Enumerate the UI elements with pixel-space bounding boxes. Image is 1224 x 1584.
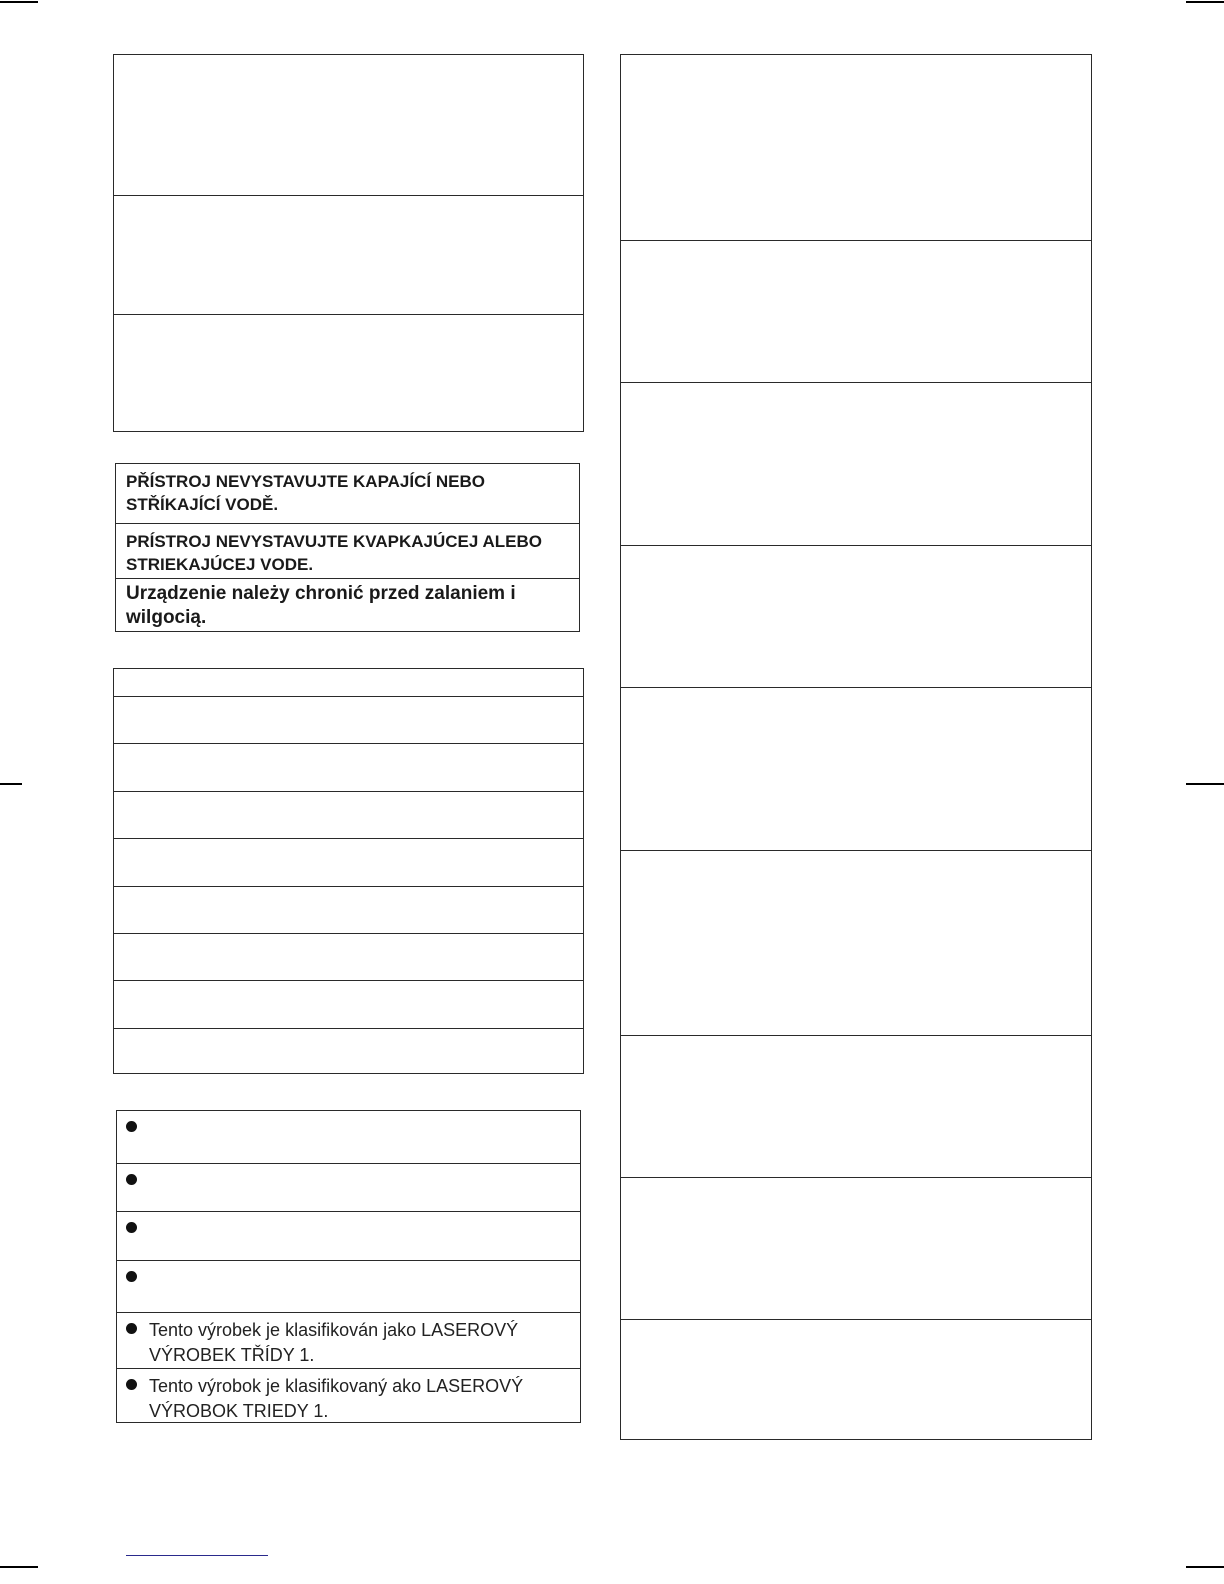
blank-header-row [114,669,583,696]
crop-mark-mid-right [1186,783,1224,785]
crop-mark-bottom-left [0,1566,38,1568]
bullet-icon [126,1222,137,1233]
bullet-icon [126,1121,137,1132]
blank-row [621,545,1091,687]
warning-row-pl [116,578,579,632]
blank-table-middle [113,668,584,1074]
bullet-row [117,1211,580,1260]
laser-notice-cs: Tento výrobek je klasifikován jako LASEROVÝ VÝROBEK TŘÍDY 1. [149,1320,519,1365]
blank-row [114,55,583,195]
crop-mark-top-right [1186,1,1224,3]
blank-row [621,55,1091,240]
blank-row [621,1177,1091,1319]
blank-row [621,850,1091,1035]
water-warning-table [115,463,580,632]
blank-row [621,687,1091,850]
bullet-row [117,1111,580,1163]
bullet-row [117,1260,580,1312]
blank-row [621,382,1091,545]
crop-mark-mid-left [0,783,22,785]
blank-row [621,1319,1091,1440]
footer-underline [126,1555,268,1556]
bullet-row [117,1163,580,1211]
blank-row [114,791,583,838]
laser-notice-row-sk [117,1368,580,1423]
blank-row [621,240,1091,382]
crop-mark-bottom-right [1186,1566,1224,1568]
warning-text-cs: PŘÍSTROJ NEVYSTAVUJTE KAPAJÍCÍ NEBO STŘÍKAJÍCÍ VODĚ. [126,472,485,514]
warning-row-sk [116,523,579,578]
bullet-icon [126,1271,137,1282]
bullet-icon [126,1174,137,1185]
blank-row [114,933,583,980]
blank-row [114,838,583,886]
blank-row [114,314,583,432]
blank-row [114,886,583,933]
blank-row [114,743,583,791]
warning-text-pl: Urządzenie należy chronić przed zalaniem i wilgocią. [126,583,516,628]
bullet-icon [126,1379,137,1390]
blank-row [114,1028,583,1074]
bullet-icon [126,1323,137,1334]
warning-text-sk: PRÍSTROJ NEVYSTAVUJTE KVAPKAJÚCEJ ALEBO STRIEKAJÚCEJ VODE. [126,532,542,574]
blank-row [114,195,583,314]
blank-table-top [113,54,584,432]
laser-notice-sk: Tento výrobok je klasifikovaný ako LASEROVÝ VÝROBOK TRIEDY 1. [149,1376,524,1421]
laser-notice-row-cs [117,1312,580,1368]
blank-row [114,980,583,1028]
laser-bullet-table [116,1110,581,1423]
blank-table-right [620,54,1092,1440]
crop-mark-top-left [0,1,38,3]
warning-row-cs [116,464,579,523]
blank-row [621,1035,1091,1177]
blank-row [114,696,583,743]
